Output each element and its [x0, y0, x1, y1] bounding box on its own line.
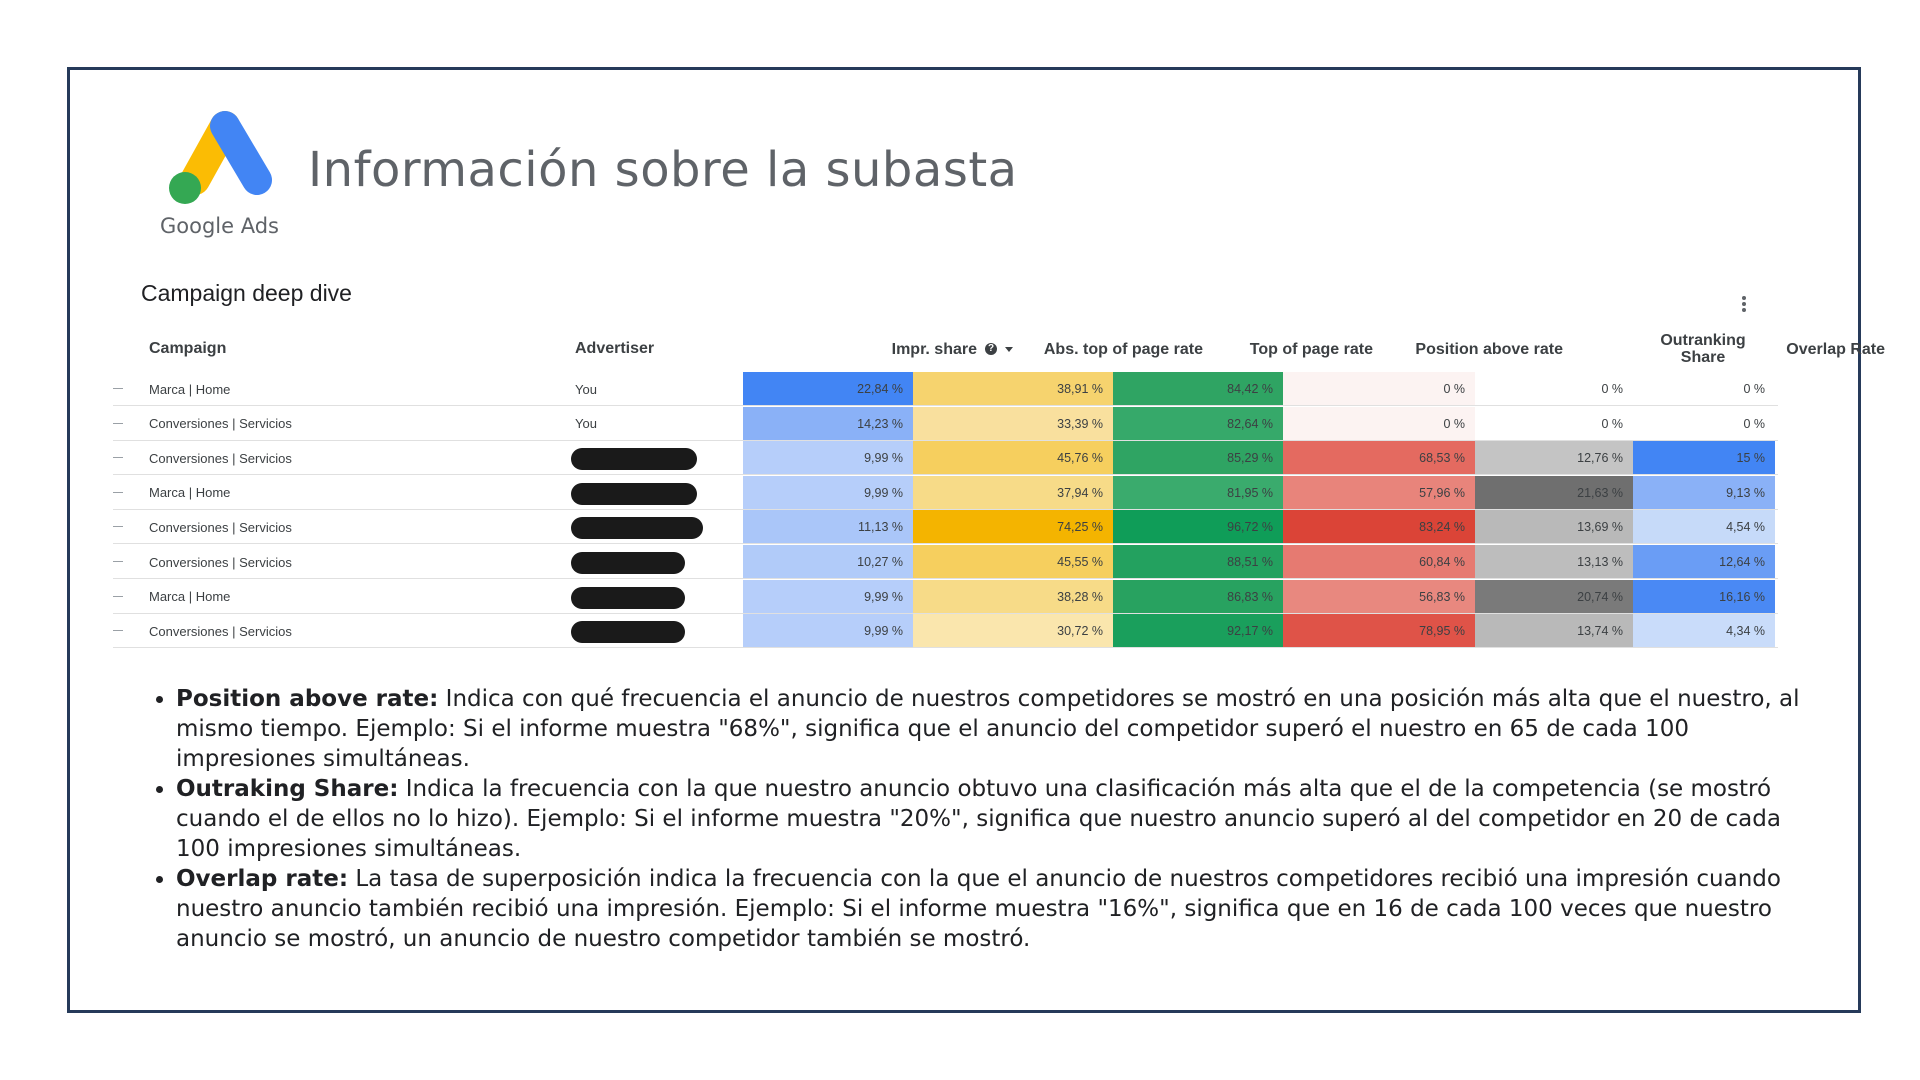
cell-campaign: Conversiones | Servicios — [149, 623, 292, 639]
cell-ovl: 15 % — [1633, 441, 1775, 475]
cell-abs: 45,76 % — [913, 441, 1113, 475]
cell-pos: 68,53 % — [1283, 441, 1475, 475]
cell-ovl: 0 % — [1633, 407, 1775, 441]
row-marker — [113, 492, 123, 493]
cell-ovl: 9,13 % — [1633, 476, 1775, 510]
note-outranking — [176, 774, 1816, 864]
cell-top: 85,29 % — [1113, 441, 1283, 475]
cell-abs: 38,91 % — [913, 372, 1113, 406]
cell-out: 0 % — [1475, 372, 1633, 406]
note-term: Position above rate: — [176, 686, 439, 712]
row-marker — [113, 561, 123, 562]
cell-top: 84,42 % — [1113, 372, 1283, 406]
row-marker — [113, 630, 123, 631]
redacted-advertiser — [571, 448, 697, 470]
cell-impr: 10,27 % — [743, 545, 913, 579]
cell-out: 21,63 % — [1475, 476, 1633, 510]
redacted-advertiser — [571, 552, 685, 574]
definitions-list — [150, 684, 1816, 954]
cell-campaign: Conversiones | Servicios — [149, 519, 292, 535]
row-marker — [113, 457, 123, 458]
row-marker — [113, 596, 123, 597]
cell-impr: 9,99 % — [743, 580, 913, 614]
cell-campaign: Conversiones | Servicios — [149, 450, 292, 466]
header-overlap[interactable]: Overlap Rate — [1786, 340, 1885, 358]
cell-top: 96,72 % — [1113, 510, 1283, 544]
redacted-advertiser — [571, 621, 685, 643]
cell-out: 20,74 % — [1475, 580, 1633, 614]
cell-top: 82,64 % — [1113, 407, 1283, 441]
header-position-above[interactable]: Position above rate — [1415, 340, 1563, 358]
google-ads-logo — [165, 108, 280, 206]
cell-abs: 38,28 % — [913, 580, 1113, 614]
cell-top: 88,51 % — [1113, 545, 1283, 579]
note-text: Indica la frecuencia con la que nuestro anuncio obtuvo una clasificación más alta que el de la competencia (se mostró cuando el de ellos no lo hizo). Ejemplo: Si el informe muestra "20%", significa que nuestro anuncio superó al del competidor en 20 de cada 100 impresiones simultáneas. — [176, 776, 1781, 862]
header-top-page[interactable]: Top of page rate — [1249, 340, 1373, 358]
cell-out: 0 % — [1475, 407, 1633, 441]
table-row[interactable] — [113, 580, 1778, 614]
row-divider — [113, 647, 1778, 648]
cell-abs: 37,94 % — [913, 476, 1113, 510]
cell-out: 13,69 % — [1475, 510, 1633, 544]
cell-ovl: 4,54 % — [1633, 510, 1775, 544]
note-position-above — [176, 684, 1816, 774]
cell-impr: 14,23 % — [743, 407, 913, 441]
table-row[interactable] — [113, 441, 1778, 475]
cell-campaign: Marca | Home — [149, 485, 231, 501]
page-title: Información sobre la subasta — [308, 142, 1018, 198]
table-row[interactable] — [113, 372, 1778, 406]
header-abs-top[interactable]: Abs. top of page rate — [1043, 340, 1203, 358]
cell-pos: 56,83 % — [1283, 580, 1475, 614]
cell-impr: 22,84 % — [743, 372, 913, 406]
cell-impr: 11,13 % — [743, 510, 913, 544]
table-row[interactable] — [113, 476, 1778, 510]
header-campaign[interactable]: Campaign — [149, 340, 227, 357]
cell-impr: 9,99 % — [743, 476, 913, 510]
cell-top: 81,95 % — [1113, 476, 1283, 510]
more-options-icon[interactable] — [1738, 294, 1750, 318]
cell-top: 86,83 % — [1113, 580, 1283, 614]
cell-top: 92,17 % — [1113, 614, 1283, 648]
card-title: Campaign deep dive — [141, 280, 352, 306]
note-term: Overlap rate: — [176, 866, 349, 892]
cell-ovl: 16,16 % — [1633, 580, 1775, 614]
row-marker — [113, 423, 123, 424]
redacted-advertiser — [571, 587, 685, 609]
cell-pos: 0 % — [1283, 407, 1475, 441]
cell-advertiser: You — [575, 416, 597, 432]
cell-campaign: Marca | Home — [149, 381, 231, 397]
cell-ovl: 0 % — [1633, 372, 1775, 406]
row-marker — [113, 388, 123, 389]
table-row[interactable] — [113, 510, 1778, 544]
redacted-advertiser — [571, 517, 703, 539]
cell-abs: 33,39 % — [913, 407, 1113, 441]
cell-ovl: 4,34 % — [1633, 614, 1775, 648]
cell-abs: 45,55 % — [913, 545, 1113, 579]
cell-out: 13,13 % — [1475, 545, 1633, 579]
cell-pos: 60,84 % — [1283, 545, 1475, 579]
cell-pos: 0 % — [1283, 372, 1475, 406]
cell-impr: 9,99 % — [743, 614, 913, 648]
cell-pos: 78,95 % — [1283, 614, 1475, 648]
header-outranking-label: Outranking Share — [1660, 332, 1746, 366]
table-row[interactable] — [113, 614, 1778, 648]
cell-campaign: Conversiones | Servicios — [149, 416, 292, 432]
table-row[interactable] — [113, 407, 1778, 441]
header-impr-share-label: Impr. share — [891, 340, 977, 358]
row-marker — [113, 526, 123, 527]
note-overlap — [176, 864, 1816, 954]
table-row[interactable] — [113, 545, 1778, 579]
cell-campaign: Conversiones | Servicios — [149, 554, 292, 570]
note-text: La tasa de superposición indica la frecuencia con la que el anuncio de nuestros competidores recibió una impresión cuando nuestro anuncio también recibió una impresión. Ejemplo: Si el informe muestra "16%", significa que en 16 de cada 100 veces que nuestro anuncio se mostró, un anuncio de nuestro competidor también se mostró. — [176, 866, 1781, 952]
logo-caption: Google Ads — [160, 214, 279, 238]
cell-impr: 9,99 % — [743, 441, 913, 475]
cell-campaign: Marca | Home — [149, 589, 231, 605]
cell-out: 13,74 % — [1475, 614, 1633, 648]
note-text: Indica con qué frecuencia el anuncio de nuestros competidores se mostró en una posición más alta que el nuestro, al mismo tiempo. Ejemplo: Si el informe muestra "68%", significa que el anuncio del competidor superó el nuestro en 65 de cada 100 impresiones simultáneas. — [176, 686, 1800, 772]
help-icon[interactable]: ? — [985, 343, 997, 355]
cell-abs: 30,72 % — [913, 614, 1113, 648]
cell-out: 12,76 % — [1475, 441, 1633, 475]
cell-pos: 57,96 % — [1283, 476, 1475, 510]
header-advertiser[interactable]: Advertiser — [575, 340, 655, 357]
redacted-advertiser — [571, 483, 697, 505]
cell-ovl: 12,64 % — [1633, 545, 1775, 579]
note-term: Outraking Share: — [176, 776, 399, 802]
cell-abs: 74,25 % — [913, 510, 1113, 544]
cell-advertiser: You — [575, 381, 597, 397]
cell-pos: 83,24 % — [1283, 510, 1475, 544]
